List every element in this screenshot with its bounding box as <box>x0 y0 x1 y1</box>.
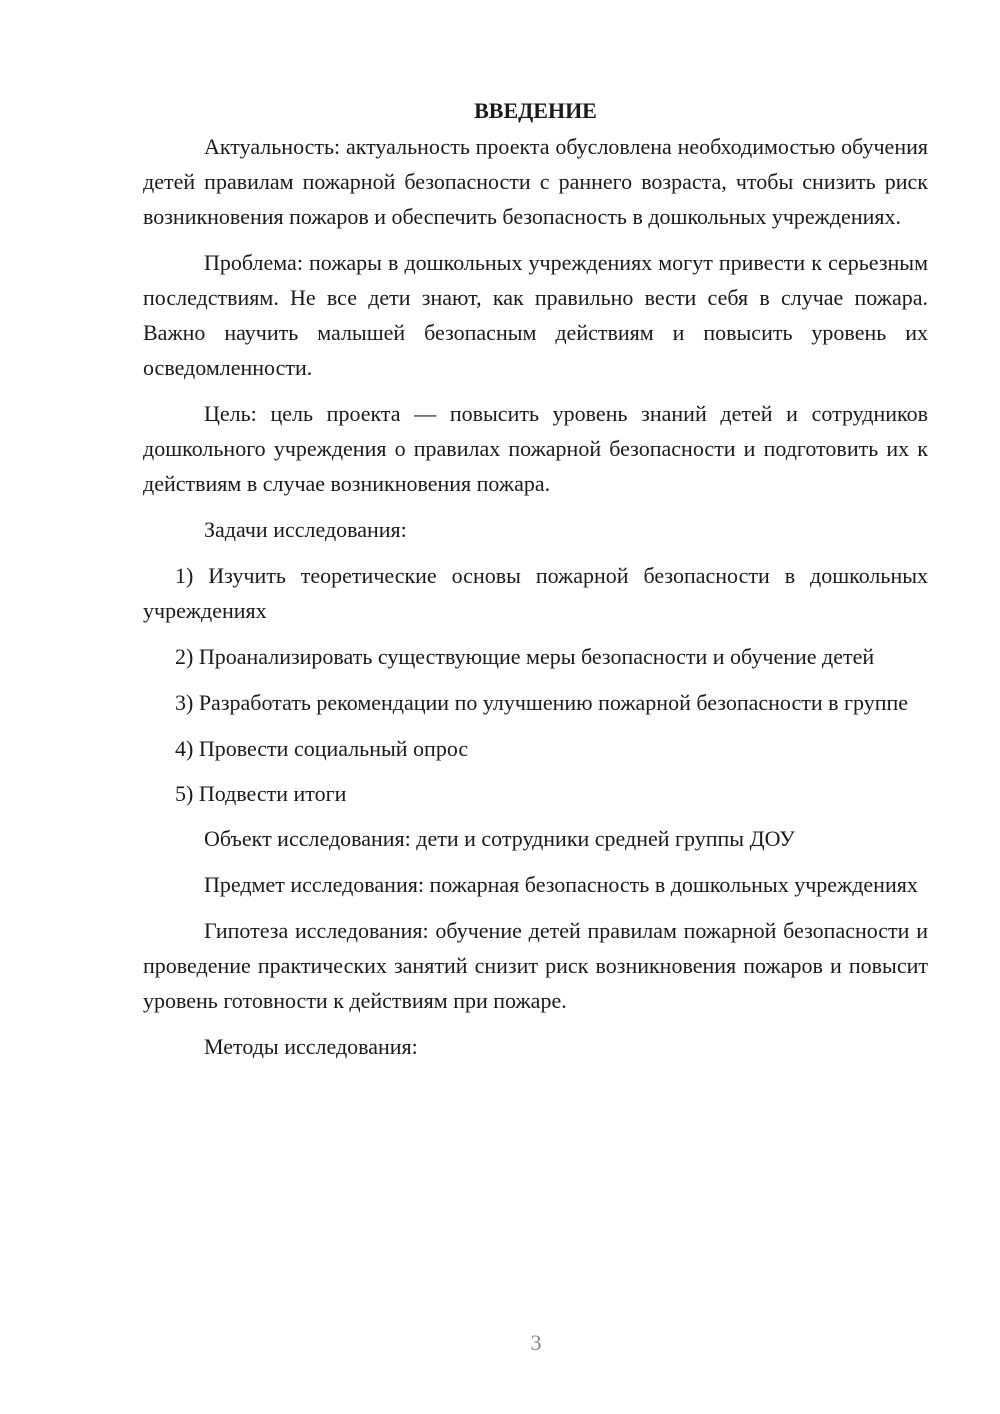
document-page <box>143 93 928 1075</box>
paragraph-subject: Предмет исследования: пожарная безопасность в дошкольных учреждениях <box>204 872 918 897</box>
task-item-1: 1) Изучить теоретические основы пожарной безопасности в дошкольных учреждениях <box>143 563 928 623</box>
paragraph-goal: Цель: цель проекта — повысить уровень знаний детей и сотрудников дошкольного учреждения о правилах пожарной безопасности и подготовить их к действиям в случае возникновения пожара. <box>143 401 928 496</box>
paragraph-problem: Проблема: пожары в дошкольных учреждениях могут привести к серьезным последствиям. Не все дети знают, как правильно вести себя в случае пожара. Важно научить малышей безопасным действиям и повысить уровень их осведомленности. <box>143 250 928 380</box>
paragraph-relevance: Актуальность: актуальность проекта обусловлена необходимостью обучения детей правилам пожарной безопасности с раннего возраста, чтобы снизить риск возникновения пожаров и обеспечить безопасность в дошкольных учреждениях. <box>143 134 928 229</box>
section-title: ВВЕДЕНИЕ <box>474 98 597 123</box>
paragraph-hypothesis: Гипотеза исследования: обучение детей правилам пожарной безопасности и проведение практических занятий снизит риск возникновения пожаров и повысит уровень готовности к действиям при пожаре. <box>143 918 928 1013</box>
tasks-heading: Задачи исследования: <box>204 517 407 542</box>
task-item-5: 5) Подвести итоги <box>175 781 347 806</box>
paragraph-object: Объект исследования: дети и сотрудники средней группы ДОУ <box>204 826 795 851</box>
task-item-4: 4) Провести социальный опрос <box>175 736 469 761</box>
task-item-3: 3) Разработать рекомендации по улучшению пожарной безопасности в группе <box>175 690 909 715</box>
methods-heading: Методы исследования: <box>204 1034 418 1059</box>
task-item-2: 2) Проанализировать существующие меры безопасности и обучение детей <box>175 644 875 669</box>
page-number: 3 <box>530 1330 542 1355</box>
